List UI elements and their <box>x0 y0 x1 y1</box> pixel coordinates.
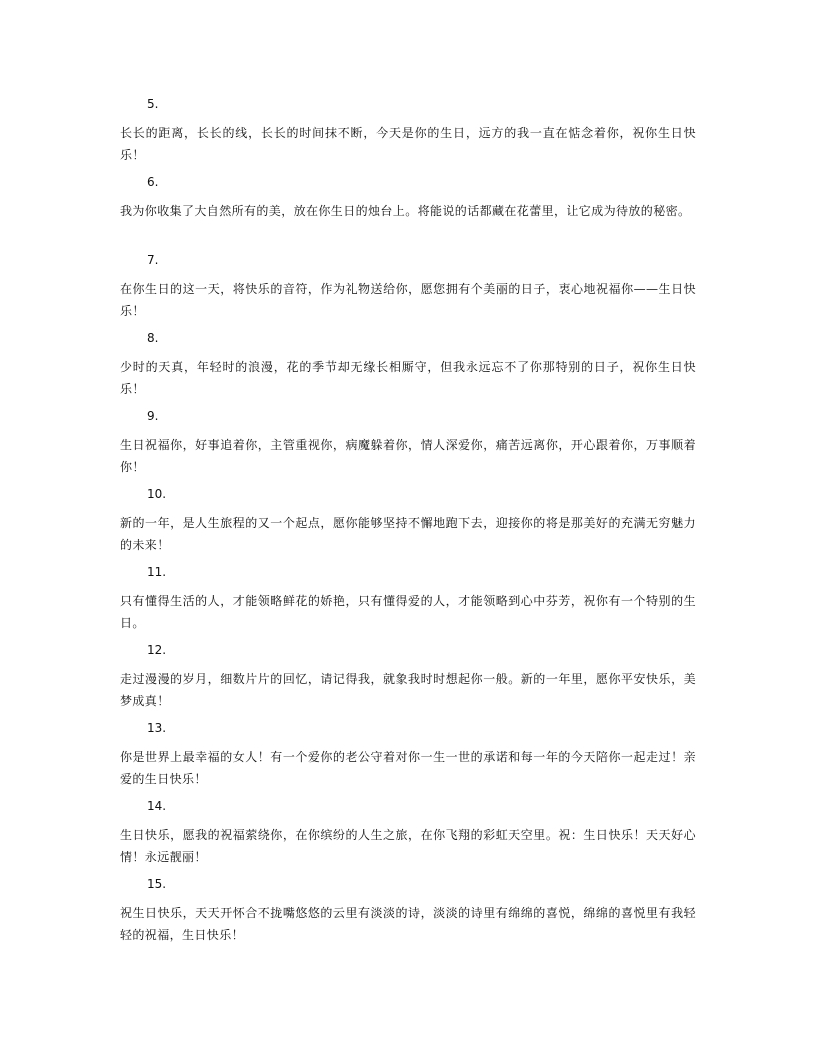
list-item <box>120 408 698 486</box>
item-number: 11. <box>147 565 167 579</box>
list-item <box>120 174 698 252</box>
wish-list <box>120 96 698 954</box>
item-text: 只有懂得生活的人，才能领略鲜花的娇艳，只有懂得爱的人，才能领略到心中芬芳，祝你有一个特别的生日。 <box>120 594 696 630</box>
list-item <box>120 564 698 642</box>
item-number: 10. <box>147 487 167 501</box>
list-item <box>120 876 698 954</box>
item-number: 13. <box>147 721 167 735</box>
item-number: 6. <box>147 175 159 189</box>
list-item <box>120 486 698 564</box>
item-text: 新的一年，是人生旅程的又一个起点，愿你能够坚持不懈地跑下去，迎接你的将是那美好的充满无穷魅力的未来！ <box>120 516 696 552</box>
item-number: 8. <box>147 331 159 345</box>
list-item <box>120 642 698 720</box>
item-text: 你是世界上最幸福的女人！有一个爱你的老公守着对你一生一世的承诺和每一年的今天陪你一起走过！亲爱的生日快乐！ <box>120 750 696 786</box>
list-item <box>120 252 698 330</box>
item-text: 走过漫漫的岁月，细数片片的回忆，请记得我，就象我时时想起你一般。新的一年里，愿你平安快乐，美梦成真！ <box>120 672 696 708</box>
item-text: 长长的距离，长长的线，长长的时间抹不断，今天是你的生日，远方的我一直在惦念着你，祝你生日快乐！ <box>120 126 696 162</box>
list-item <box>120 330 698 408</box>
item-text: 我为你收集了大自然所有的美，放在你生日的烛台上。将能说的话都藏在花蕾里，让它成为待放的秘密。 <box>120 204 691 218</box>
list-item <box>120 798 698 876</box>
item-number: 9. <box>147 409 159 423</box>
item-number: 14. <box>147 799 167 813</box>
list-item <box>120 96 698 174</box>
item-text: 祝生日快乐，天天开怀合不拢嘴悠悠的云里有淡淡的诗，淡淡的诗里有绵绵的喜悦，绵绵的喜悦里有我轻轻的祝福，生日快乐！ <box>120 906 696 942</box>
list-item <box>120 720 698 798</box>
item-text: 在你生日的这一天，将快乐的音符，作为礼物送给你，愿您拥有个美丽的日子，衷心地祝福你——生日快乐！ <box>120 282 696 318</box>
item-number: 12. <box>147 643 167 657</box>
item-number: 15. <box>147 877 167 891</box>
item-text: 生日快乐，愿我的祝福萦绕你，在你缤纷的人生之旅，在你飞翔的彩虹天空里。祝：生日快乐！天天好心情！永远靓丽！ <box>120 828 696 864</box>
item-number: 7. <box>147 253 159 267</box>
item-text: 生日祝福你，好事追着你，主管重视你，病魔躲着你，情人深爱你，痛苦远离你，开心跟着你，万事顺着你！ <box>120 438 696 474</box>
item-text: 少时的天真，年轻时的浪漫，花的季节却无缘长相厮守，但我永远忘不了你那特别的日子，祝你生日快乐！ <box>120 360 696 396</box>
item-number: 5. <box>147 97 159 111</box>
